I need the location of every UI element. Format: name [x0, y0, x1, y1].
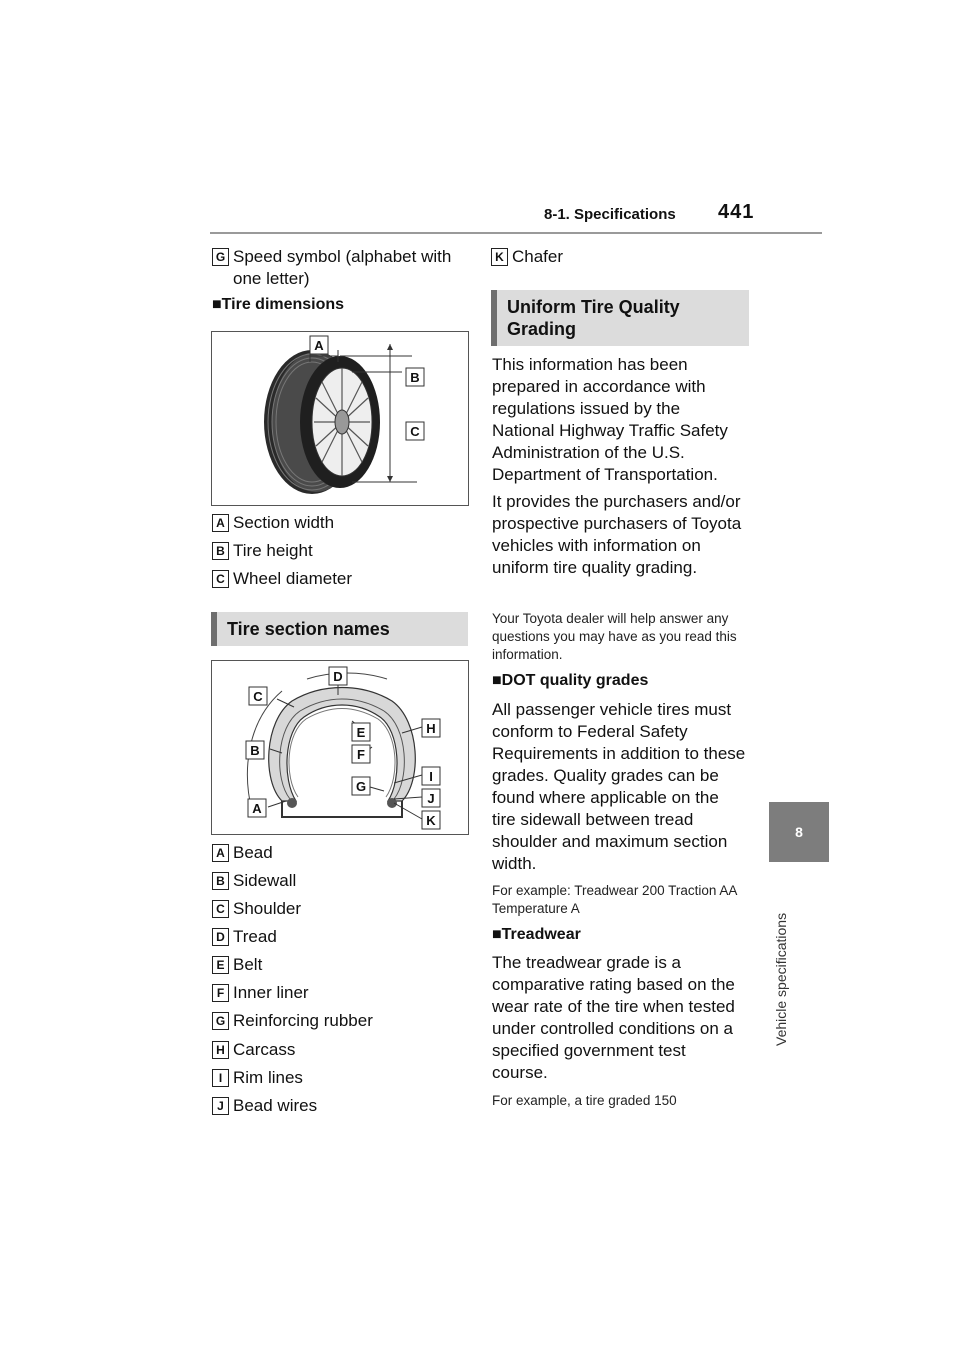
item-text: Shoulder — [233, 899, 302, 918]
example-note: For example: Treadwear 200 Traction AA Temperature A — [492, 883, 737, 916]
letter-badge: B — [212, 872, 229, 890]
section-item-h — [212, 1039, 473, 1061]
svg-text:F: F — [357, 747, 365, 762]
section-item-d — [212, 926, 473, 948]
letter-badge: E — [212, 956, 229, 974]
letter-badge: F — [212, 984, 229, 1002]
figure-label-a: A — [314, 338, 324, 353]
svg-text:K: K — [426, 813, 436, 828]
section-item-g — [212, 1010, 473, 1032]
letter-badge: J — [212, 1097, 229, 1115]
svg-text:G: G — [355, 779, 367, 794]
tire-dimensions-illustration — [212, 332, 468, 505]
section-item-b — [212, 870, 473, 892]
letter-badge: I — [212, 1069, 229, 1087]
item-text: Bead — [233, 843, 273, 862]
figure-label-b: B — [410, 370, 420, 385]
svg-text:D: D — [333, 669, 343, 684]
section-title: 8-1. Specifications — [544, 206, 676, 223]
letter-badge: K — [491, 248, 508, 266]
item-text: Reinforcing rubber — [233, 1011, 373, 1030]
item-text: Carcass — [233, 1040, 296, 1059]
tire-section-names-heading: Tire section names — [211, 612, 468, 646]
item-text: Bead wires — [233, 1096, 318, 1115]
treadwear-paragraph: The treadwear grade is a comparative rating based on the wear rate of the tire when tested under controlled conditions on a specified government test course. — [492, 953, 735, 1082]
svg-text:C: C — [253, 689, 263, 704]
item-text: Sidewall — [233, 871, 297, 890]
svg-text:J: J — [427, 791, 435, 806]
chapter-title: Vehicle specifications — [773, 912, 789, 1046]
dot-quality-heading: ■DOT quality grades — [492, 672, 649, 689]
dimension-item-b — [212, 540, 473, 562]
letter-badge: C — [212, 900, 229, 918]
chafer-item — [491, 246, 752, 268]
svg-text:I: I — [429, 769, 433, 784]
header-divider — [210, 232, 822, 234]
dimension-item-a — [212, 512, 473, 534]
section-item-f — [212, 982, 473, 1004]
item-text: Rim lines — [233, 1068, 303, 1087]
section-item-e — [212, 954, 473, 976]
item-text: Tread — [233, 927, 277, 946]
letter-badge: G — [212, 1012, 229, 1030]
utqg-paragraph-2: It provides the purchasers and/or prospective purchasers of Toyota vehicles with information on uniform tire quality grading. — [492, 492, 742, 577]
tire-dimensions-figure — [211, 331, 469, 506]
speed-symbol-item — [212, 246, 473, 290]
treadwear-example: For example, a tire graded 150 — [492, 1093, 677, 1108]
svg-text:A: A — [252, 801, 262, 816]
item-text: Belt — [233, 955, 263, 974]
tire-dimensions-heading: ■Tire dimensions — [212, 296, 345, 313]
letter-badge: H — [212, 1041, 229, 1059]
utqg-heading: Uniform Tire Quality Grading — [491, 290, 749, 346]
dimension-item-c — [212, 568, 473, 590]
item-text: Wheel diameter — [233, 569, 353, 588]
svg-text:E: E — [356, 725, 366, 740]
letter-badge: C — [212, 570, 229, 588]
tire-section-illustration — [212, 661, 468, 834]
letter-badge: G — [212, 248, 229, 266]
letter-badge: A — [212, 514, 229, 532]
chapter-tab: 8 — [769, 802, 829, 862]
page-number: 441 — [718, 201, 755, 223]
dealer-note: Your Toyota dealer will help answer any questions you may have as you read this information. — [492, 611, 737, 662]
item-text: Inner liner — [233, 983, 309, 1002]
letter-badge: D — [212, 928, 229, 946]
section-item-i — [212, 1067, 473, 1089]
svg-text:H: H — [426, 721, 436, 736]
dot-paragraph: All passenger vehicle tires must conform to Federal Safety Requirements in addition to these grades. Quality grades can be found where applicable on the tire sidewall between tread shoulder and maximum section width. — [492, 700, 746, 873]
figure-label-c: C — [410, 424, 420, 439]
item-text: Section width — [233, 513, 335, 532]
letter-badge: B — [212, 542, 229, 560]
svg-text:B: B — [250, 743, 260, 758]
item-text: Speed symbol (alphabet with one letter) — [233, 247, 452, 288]
utqg-paragraph-1: This information has been prepared in accordance with regulations issued by the National Highway Traffic Safety Administration of the U.S. Department of Transportation. — [492, 355, 728, 484]
section-item-j — [212, 1095, 473, 1117]
treadwear-heading: ■Treadwear — [492, 926, 581, 943]
section-item-c — [212, 898, 473, 920]
item-text: Tire height — [233, 541, 313, 560]
item-text: Chafer — [512, 247, 564, 266]
letter-badge: A — [212, 844, 229, 862]
tire-section-figure — [211, 660, 469, 835]
section-item-a — [212, 842, 473, 864]
